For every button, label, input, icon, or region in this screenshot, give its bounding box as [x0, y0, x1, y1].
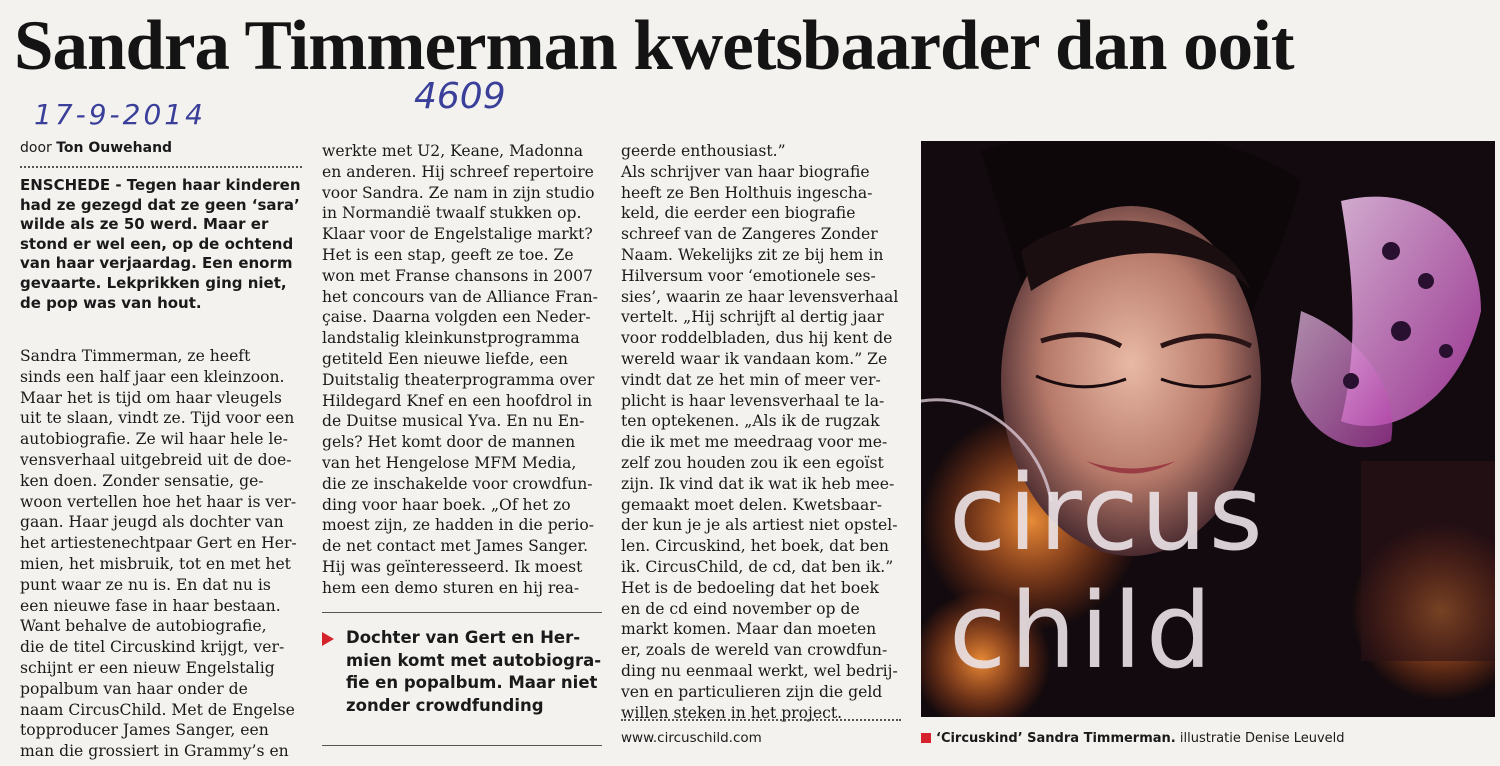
- body-line: van het Hengelose MFM Media,: [322, 453, 577, 472]
- body-line: en de cd eind november op de: [621, 599, 860, 618]
- body-line: naam CircusChild. Met de Engelse: [20, 700, 295, 719]
- body-line: de net contact met James Sanger.: [322, 537, 589, 556]
- body-line: in Normandië twaalf stukken op.: [322, 204, 582, 223]
- body-line: die ik met me meedraag voor me-: [621, 433, 888, 452]
- body-line: Naam. Wekelijks zit ze bij hem in: [621, 245, 884, 264]
- body-line: werkte met U2, Keane, Madonna: [322, 142, 584, 160]
- byline-prefix: door: [20, 140, 52, 156]
- body-line: çaise. Daarna volgden een Neder-: [322, 308, 591, 327]
- body-line: popalbum van haar onder de: [20, 679, 248, 698]
- body-line: ten optekenen. „Als ik de rugzak: [621, 412, 880, 431]
- body-line: der kun je je als artiest niet opstel-: [621, 516, 898, 535]
- body-line: autobiografie. Ze wil haar hele le-: [20, 430, 288, 449]
- red-square-icon: [921, 733, 931, 743]
- body-line: een nieuwe fase in haar bestaan.: [20, 596, 281, 615]
- body-line: Hij was geïnteresseerd. Ik moest: [322, 557, 583, 576]
- album-title-circus: circus: [949, 452, 1265, 574]
- body-column-3: [621, 141, 906, 723]
- body-line: Hilversum voor ‘emotionele ses-: [621, 266, 876, 285]
- body-line: woon vertellen hoe het haar is ver-: [20, 492, 297, 511]
- body-line: die de titel Circuskind krijgt, ver-: [20, 638, 285, 657]
- body-line: ding nu eenmaal werkt, wel bedrij-: [621, 661, 898, 680]
- body-line: schreef van de Zangeres Zonder: [621, 225, 878, 244]
- body-line: won met Franse chansons in 2007: [322, 266, 593, 285]
- body-line: ven en particulieren zijn die geld: [621, 682, 883, 701]
- body-line: Het is de bedoeling dat het boek: [621, 578, 879, 597]
- body-line: uit te slaan, vindt ze. Tijd voor een: [20, 409, 295, 428]
- body-line: heeft ze Ben Holthuis ingescha-: [621, 183, 873, 202]
- website-url: www.circuschild.com: [621, 730, 762, 746]
- url-divider: [621, 719, 901, 721]
- body-line: ken doen. Zonder sensatie, ge-: [20, 471, 264, 490]
- body-line: willen steken in het project.: [621, 703, 843, 722]
- body-line: sies’, waarin ze haar levensverhaal: [621, 287, 899, 306]
- body-line: gels? Het komt door de mannen: [322, 433, 576, 452]
- body-line: topproducer James Sanger, een: [20, 721, 269, 740]
- caption-title: ‘Circuskind’ Sandra Timmerman.: [936, 731, 1176, 746]
- body-line: wereld waar ik vandaan kom.” Ze: [621, 349, 888, 368]
- body-line: Duitstalig theaterprogramma over: [322, 370, 595, 389]
- album-title-child: child: [949, 570, 1216, 692]
- body-line: de Duitse musical Yva. En nu En-: [322, 412, 585, 431]
- body-line: die ze inschakelde voor crowdfun-: [322, 474, 593, 493]
- body-line: ik. CircusChild, de cd, dat ben ik.”: [621, 557, 894, 576]
- pull-quote-text: Dochter van Gert en Her- mien komt met autobiogra- fie en popalbum. Maar niet zonder crowdfunding: [346, 628, 602, 715]
- body-line: vindt dat ze het min of meer ver-: [621, 370, 881, 389]
- byline: [20, 140, 172, 156]
- body-line: schijnt er een nieuw Engelstalig: [20, 658, 275, 677]
- body-line: gemaakt moet delen. Kwetsbaar-: [621, 495, 883, 514]
- body-line: landstalig kleinkunstprogramma: [322, 329, 580, 348]
- body-line: Want behalve de autobiografie,: [20, 617, 267, 636]
- body-line: Sandra Timmerman, ze heeft: [20, 347, 251, 365]
- body-line: het artiestenechtpaar Gert en Her-: [20, 534, 297, 553]
- body-line: er, zoals de wereld van crowdfun-: [621, 641, 888, 660]
- body-line: man die grossiert in Grammy’s en: [20, 742, 289, 761]
- body-line: keld, die eerder een biografie: [621, 204, 856, 223]
- lead-paragraph: ENSCHEDE - Tegen haar kinderen had ze gezegd dat ze geen ‘sara’ wilde als ze 50 werd. Maar er stond er wel een, op de ochtend van haar verjaardag. Een enorm gevaarte. Lekprikken ging niet, de pop was van hout.: [20, 176, 301, 312]
- headline: Sandra Timmerman kwetsbaarder dan ooit: [14, 7, 1294, 85]
- body-line: Klaar voor de Engelstalige markt?: [322, 225, 593, 244]
- album-art-illustration: [921, 141, 1495, 717]
- body-line: moest zijn, ze hadden in die perio-: [322, 516, 595, 535]
- body-line: en anderen. Hij schreef repertoire: [322, 162, 594, 181]
- body-line: Het is een stap, geeft ze toe. Ze: [322, 245, 574, 264]
- body-line: Als schrijver van haar biografie: [621, 162, 870, 181]
- body-line: getiteld Een nieuwe liefde, een: [322, 349, 568, 368]
- body-line: vensverhaal uitgebreid uit de doe-: [20, 450, 292, 469]
- handwritten-number: 4609: [414, 76, 506, 117]
- body-line: gaan. Haar jeugd als dochter van: [20, 513, 284, 532]
- body-line: sinds een half jaar een kleinzoon.: [20, 367, 285, 386]
- red-triangle-icon: [322, 632, 334, 646]
- body-line: ding voor haar boek. „Of het zo: [322, 495, 571, 514]
- body-line: voor Sandra. Ze nam in zijn studio: [322, 183, 595, 202]
- body-line: zelf zou houden zou ik een egoïst: [621, 453, 884, 472]
- album-photo: [921, 141, 1495, 717]
- body-line: het concours van de Alliance Fran-: [322, 287, 598, 306]
- body-line: punt waar ze nu is. En dat nu is: [20, 575, 271, 594]
- body-line: mien, het misbruik, tot en met het: [20, 554, 291, 573]
- body-column-1: [20, 346, 312, 762]
- byline-divider: [20, 166, 302, 168]
- body-line: vertelt. „Hij schrijft al dertig jaar: [621, 308, 884, 327]
- body-line: len. Circuskind, het boek, dat ben: [621, 537, 889, 556]
- body-line: geerde enthousiast.”: [621, 142, 786, 160]
- pullquote-bottom-divider: [322, 745, 602, 746]
- handwritten-date: 17-9-2014: [34, 98, 206, 131]
- caption-credit: illustratie Denise Leuveld: [1179, 731, 1345, 746]
- body-line: plicht is haar levensverhaal te la-: [621, 391, 885, 410]
- photo-caption: [921, 731, 1345, 746]
- body-line: voor roddelbladen, dus hij kent de: [621, 329, 893, 348]
- byline-author: Ton Ouwehand: [56, 140, 173, 156]
- body-line: zijn. Ik vind dat ik wat ik heb mee-: [621, 474, 895, 493]
- body-line: markt komen. Maar dan moeten: [621, 620, 877, 639]
- body-line: hem een demo sturen en hij rea-: [322, 578, 580, 597]
- body-line: Hildegard Knef en een hoofdrol in: [322, 391, 593, 410]
- pullquote-divider: [322, 612, 602, 613]
- body-line: Maar het is tijd om haar vleugels: [20, 388, 282, 407]
- body-column-2: [322, 141, 602, 599]
